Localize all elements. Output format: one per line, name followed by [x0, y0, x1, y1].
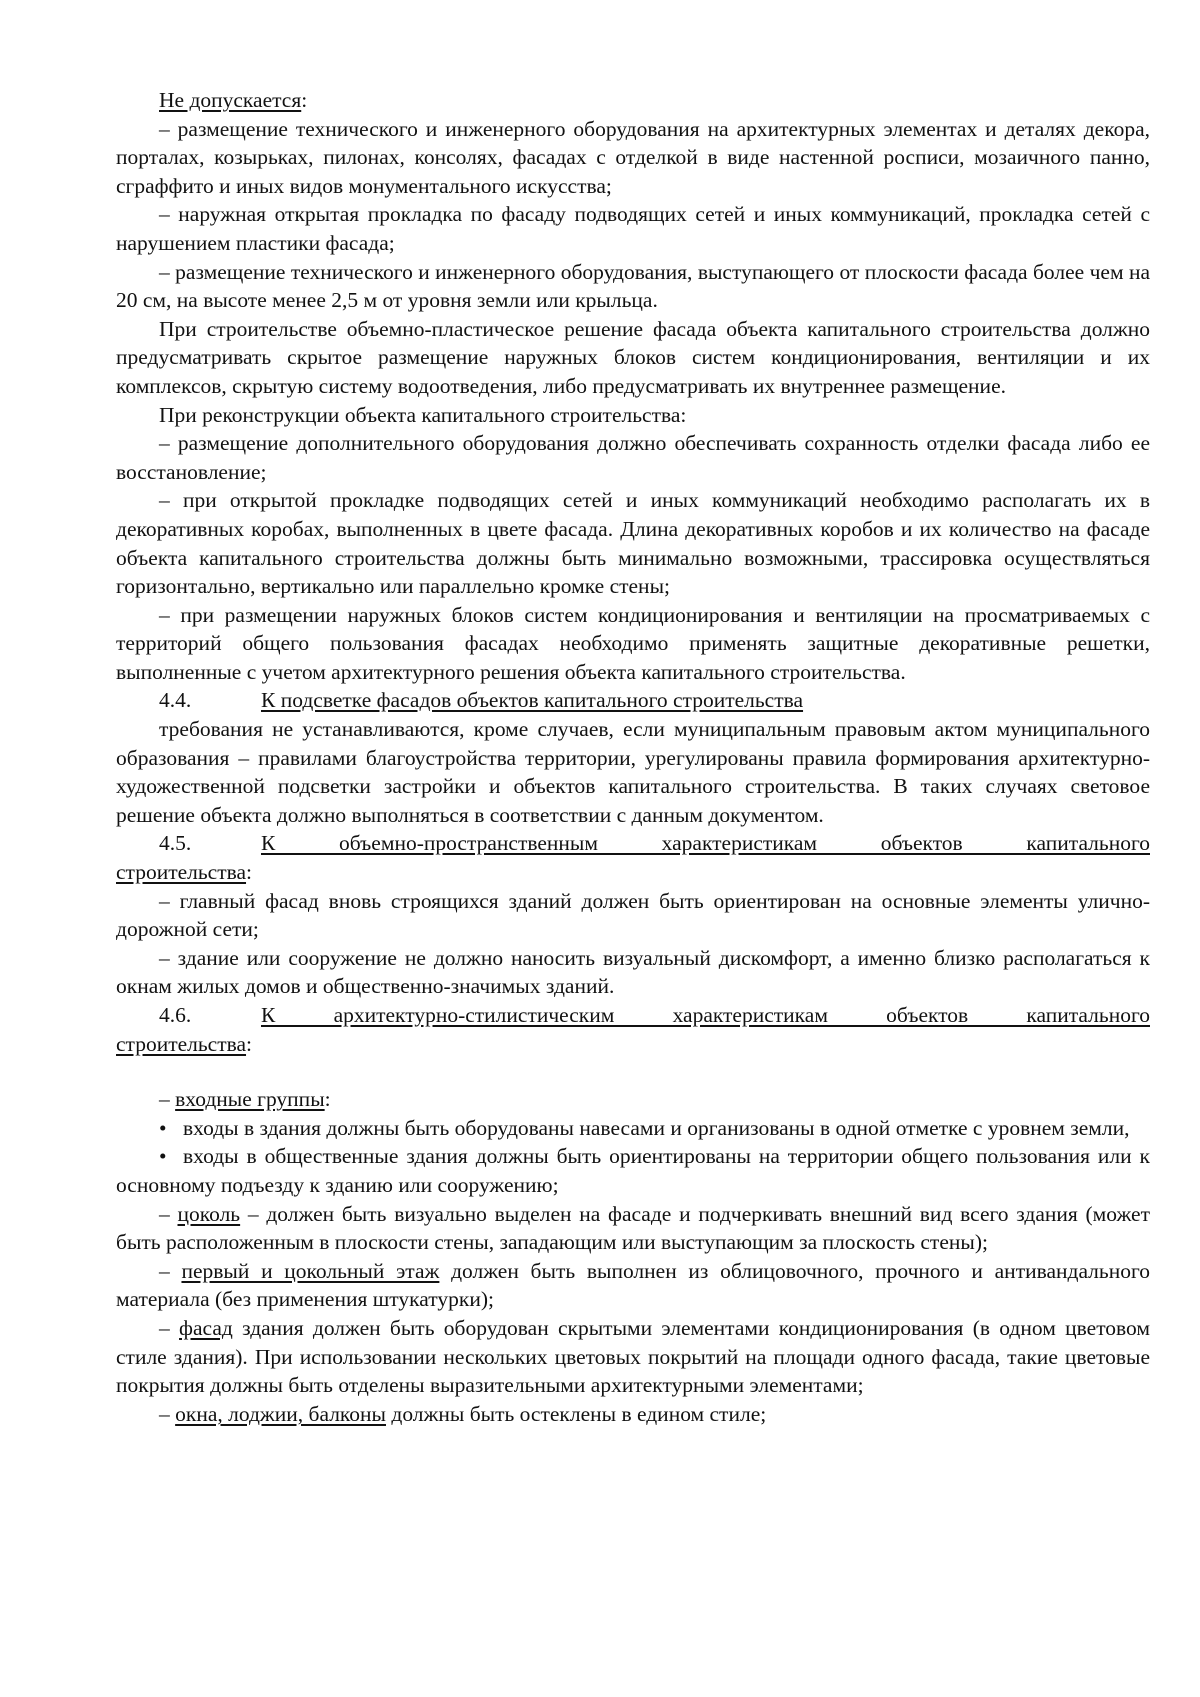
paragraph-not-allowed-heading: Не допускается: [159, 88, 308, 112]
paragraph-item: – при размещении наружных блоков систем кондиционирования и вентиляции на просматриваемых с территорий общего пользования фасадах необходимо применять защитные декоративные решетки, выполненные с учетом архитектурного решения объекта капитального строительства. [116, 602, 1150, 684]
section-heading-4-6 [116, 1001, 1150, 1030]
term: цоколь [177, 1201, 241, 1226]
paragraph-windows: – окна, лоджии, балконы должны быть остеклены в едином стиле; [159, 1401, 767, 1426]
bullet-item: • входы в здания должны быть оборудованы навесами и организованы в одной отметке с уровнем земли, [116, 1114, 1150, 1143]
section-title: К объемно-пространственным характеристикам объектов капитального [261, 831, 1150, 856]
section-number: 4.6. [159, 1003, 192, 1027]
paragraph-lighting: требования не устанавливаются, кроме случаев, если муниципальным правовым актом муниципального образования – правилами благоустройства территории, урегулированы правила формирования архитектурно-художественной подсветки застройки и объектов капитального строительства. В таких случаях световое решение объекта должно выполняться в соответствии с данным документом. [116, 717, 1150, 827]
paragraph-entrance-groups: – входные группы: [159, 1087, 331, 1112]
paragraph-item: – размещение дополнительного оборудования должно обеспечивать сохранность отделки фасада либо ее восстановление; [116, 431, 1150, 484]
paragraph-plinth: – цоколь – должен быть визуально выделен на фасаде и подчеркивать внешний вид всего здания (может быть расположенным в плоскости стены, западающим или выступающим за плоскость стены); [116, 1201, 1150, 1255]
section-heading-4-5-cont: строительства: [116, 860, 253, 885]
section-number: 4.5. [159, 831, 192, 856]
section-heading-4-4 [116, 686, 1150, 715]
paragraph-item: – здание или сооружение не должно наносить визуальный дискомфорт, а именно близко располагаться к окнам жилых домов и общественно-значимых зданий. [116, 945, 1150, 999]
section-title: К подсветке фасадов объектов капитального строительства [261, 688, 804, 713]
section-heading-4-5 [116, 829, 1150, 858]
paragraph-facade: – фасад здания должен быть оборудован скрытыми элементами кондиционирования (в одном цветовом стиле здания). При использовании нескольких цветовых покрытий на площади одного фасада, такие цветовые покрытия должны быть отделены выразительными архитектурными элементами; [116, 1315, 1151, 1398]
paragraph-item: – размещение технического и инженерного оборудования, выступающего от плоскости фасада более чем на 20 см, на высоте менее 2,5 м от уровня земли или крыльца. [116, 259, 1150, 313]
term: первый и цокольный этаж [181, 1258, 440, 1283]
term: окна, лоджии, балконы [175, 1401, 386, 1426]
blank-line [116, 1058, 1150, 1085]
section-heading-4-6-cont: строительства: [116, 1031, 253, 1056]
section-title: К архитектурно-стилистическим характеристикам объектов капитального [261, 1003, 1150, 1027]
bullet-item: • входы в общественные здания должны быть ориентированы на территории общего пользования или к основному подъезду к зданию или сооружению; [116, 1144, 1150, 1197]
section-number: 4.4. [159, 688, 192, 713]
bullet-icon: • [159, 1144, 167, 1169]
bullet-icon: • [159, 1115, 167, 1140]
paragraph-item: – наружная открытая прокладка по фасаду подводящих сетей и иных коммуникаций, прокладка сетей с нарушением пластики фасада; [116, 202, 1150, 255]
paragraph-reconstruction-intro: При реконструкции объекта капитального строительства: [159, 402, 687, 427]
paragraph-construction: При строительстве объемно-пластическое решение фасада объекта капитального строительства должно предусматривать скрытое размещение наружных блоков систем кондиционирования, вентиляции и их комплексов, скрытую систему водоотведения, либо предусматривать их внутреннее размещение. [116, 316, 1150, 398]
not-allowed-title: Не допускается [159, 88, 302, 112]
paragraph-item: – размещение технического и инженерного оборудования на архитектурных элементах и деталях декора, порталах, козырьках, пилонах, консолях, фасадах с отделкой в виде настенной росписи, мозаичного панно, сграффито и иных видов монументального искусства; [116, 116, 1150, 198]
term: фасад [179, 1315, 233, 1340]
paragraph-first-floor: – первый и цокольный этаж должен быть выполнен из облицовочного, прочного и антивандального материала (без применения штукатурки); [116, 1258, 1151, 1312]
term: входные группы [175, 1087, 325, 1112]
paragraph-item: – главный фасад вновь строящихся зданий должен быть ориентирован на основные элементы улично-дорожной сети; [116, 888, 1150, 942]
paragraph-item: – при открытой прокладке подводящих сетей и иных коммуникаций необходимо располагать их в декоративных коробах, выполненных в цвете фасада. Длина декоративных коробов и их количество на фасаде объекта капитального строительства должны быть минимально возможными, трассировка осуществляться горизонтально, вертикально или параллельно кромке стены; [116, 488, 1150, 599]
